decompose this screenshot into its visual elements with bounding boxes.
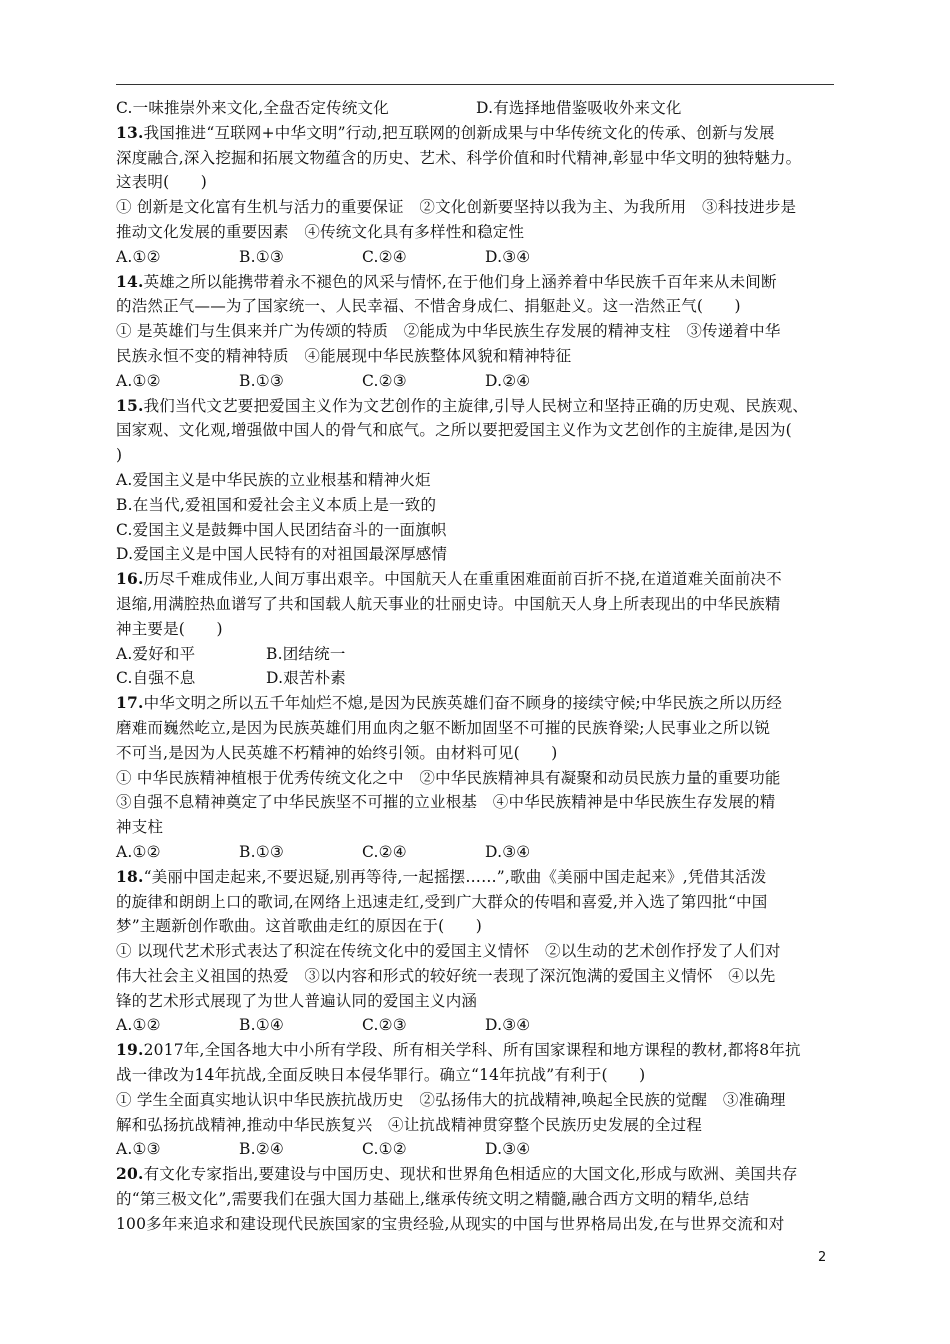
option-a: A.①② <box>116 842 161 861</box>
statement-line: ① 以现代艺术形式表达了积淀在传统文化中的爱国主义情怀 ②以生动的艺术创作抒发了人们对 <box>116 942 781 961</box>
answer-options <box>116 369 836 394</box>
statement-line: 推动文化发展的重要因素 ④传统文化具有多样性和稳定性 <box>116 222 525 241</box>
question-text: 梦”主题新创作歌曲。这首歌曲走红的原因在于( ) <box>116 917 483 936</box>
question-text: 退缩,用满腔热血谱写了共和国载人航天事业的壮丽史诗。中国航天人身上所表现出的中华民族精 <box>116 594 781 613</box>
option-d: D.③④ <box>485 1140 531 1159</box>
question-13 <box>116 121 836 270</box>
option-c: C.②③ <box>362 1016 407 1035</box>
option-d: D.③④ <box>485 247 531 266</box>
option-a: A.①③ <box>116 1140 161 1159</box>
option-c: C.①② <box>362 1140 407 1159</box>
question-text: 的“第三极文化”,需要我们在强大国力基础上,继承传统文明之精髓,融合西方文明的精华,总结 <box>116 1190 750 1209</box>
question-text: 100多年来追求和建设现代民族国家的宝贵经验,从现实的中国与世界格局出发,在与世界交流和对 <box>116 1214 785 1233</box>
option-b: B.①③ <box>239 247 284 266</box>
question-text: 2017年,全国各地大中小所有学段、所有相关学科、所有国家课程和地方课程的教材,都将8年抗 <box>143 1041 801 1060</box>
question-number: 14. <box>116 271 144 291</box>
statement-line: 锋的艺术形式展现了为世人普遍认同的爱国主义内涵 <box>116 991 478 1010</box>
option-c: C.爱国主义是鼓舞中国人民团结奋斗的一面旗帜 <box>116 520 447 539</box>
page-number: 2 <box>818 1250 827 1265</box>
question-text: ) <box>116 446 123 465</box>
option-d: D.艰苦朴素 <box>266 669 347 688</box>
statement-line: 解和弘扬抗战精神,推动中华民族复兴 ④让抗战精神贯穿整个民族历史发展的全过程 <box>116 1115 703 1134</box>
q12-options <box>116 96 836 121</box>
answer-options <box>116 1013 836 1038</box>
question-text: 深度融合,深入挖掘和拓展文物蕴含的历史、艺术、科学价值和时代精神,彰显中华文明的独特魅力。 <box>116 148 802 167</box>
statement-line: ① 中华民族精神植根于优秀传统文化之中 ②中华民族精神具有凝聚和动员民族力量的重要功能 <box>116 768 781 787</box>
answer-options-row-1 <box>116 642 836 667</box>
question-text: 战一律改为14年抗战,全面反映日本侵华罪行。确立“14年抗战”有利于( ) <box>116 1066 646 1085</box>
statement-line: 民族永恒不变的精神特质 ④能展现中华民族整体风貌和精神特征 <box>116 346 572 365</box>
question-text: 中华文明之所以五千年灿烂不熄,是因为民族英雄们奋不顾身的接续守候;中华民族之所以历经 <box>143 694 783 713</box>
statement-line: ① 是英雄们与生俱来并广为传颂的特质 ②能成为中华民族生存发展的精神支柱 ③传递着中华 <box>116 322 781 341</box>
question-text: 英雄之所以能携带着永不褪色的风采与情怀,在于他们身上涵养着中华民族千百年来从未间断 <box>143 272 777 291</box>
question-text: “美丽中国走起来,不要迟疑,别再等待,一起摇摆……”,歌曲《美丽中国走起来》,凭借其活泼 <box>143 867 767 886</box>
option-b: B.①③ <box>239 842 284 861</box>
option-b: B.①④ <box>239 1016 284 1035</box>
option-c: C.②③ <box>362 371 407 390</box>
question-17 <box>116 691 836 865</box>
question-text: 历尽千难成伟业,人间万事出艰辛。中国航天人在重重困难面前百折不挠,在道道难关面前决不 <box>143 570 782 589</box>
option-d: D.爱国主义是中国人民特有的对祖国最深厚感情 <box>116 545 448 564</box>
question-text: 的旋律和朗朗上口的歌词,在网络上迅速走红,受到广大群众的传唱和喜爱,并入选了第四批“中国 <box>116 892 768 911</box>
question-text: 磨难而巍然屹立,是因为民族英雄们用血肉之躯不断加固坚不可摧的民族脊梁;人民事业之所以锐 <box>116 718 771 737</box>
option-a: A.①② <box>116 371 161 390</box>
answer-options <box>116 245 836 270</box>
question-18 <box>116 865 836 1039</box>
option-b: B.在当代,爱祖国和爱社会主义本质上是一致的 <box>116 495 437 514</box>
question-text: 神主要是( ) <box>116 619 223 638</box>
answer-options <box>116 840 836 865</box>
option-c: C.自强不息 <box>116 669 196 688</box>
option-c: C.②④ <box>362 842 407 861</box>
statement-line: 伟大社会主义祖国的热爱 ③以内容和形式的较好统一表现了深沉饱满的爱国主义情怀 ④以先 <box>116 966 776 985</box>
q12-option-c: C.一味推崇外来文化,全盘否定传统文化 <box>116 99 389 117</box>
option-a: A.爱好和平 <box>116 644 196 663</box>
statement-line: ① 创新是文化富有生机与活力的重要保证 ②文化创新要坚持以我为主、为我所用 ③科技进步是 <box>116 198 797 217</box>
option-b: B.团结统一 <box>266 644 346 663</box>
question-number: 13. <box>116 122 144 142</box>
option-b: B.①③ <box>239 371 284 390</box>
question-16 <box>116 567 836 691</box>
question-text: 有文化专家指出,要建设与中国历史、现状和世界角色相适应的大国文化,形成与欧洲、美国共存 <box>143 1165 798 1184</box>
question-14 <box>116 270 836 394</box>
question-number: 20. <box>116 1164 144 1184</box>
answer-options <box>116 1137 836 1162</box>
question-number: 17. <box>116 693 144 713</box>
question-content <box>116 96 836 1237</box>
question-number: 16. <box>116 569 144 589</box>
question-19 <box>116 1038 836 1162</box>
q12-option-d: D.有选择地借鉴吸收外来文化 <box>476 99 682 117</box>
answer-options-row-2 <box>116 666 836 691</box>
option-b: B.②④ <box>239 1140 284 1159</box>
option-d: D.③④ <box>485 842 531 861</box>
option-d: D.②④ <box>485 371 531 390</box>
option-a: A.①② <box>116 1016 161 1035</box>
question-text: 国家观、文化观,增强做中国人的骨气和底气。之所以要把爱国主义作为文艺创作的主旋律,是因为( <box>116 421 792 440</box>
question-text: 我们当代文艺要把爱国主义作为文艺创作的主旋律,引导人民树立和坚持正确的历史观、民族观、 <box>143 396 809 415</box>
question-15 <box>116 394 836 568</box>
question-20 <box>116 1162 836 1236</box>
question-text: 不可当,是因为人民英雄不朽精神的始终引领。由材料可见( ) <box>116 743 558 762</box>
question-number: 19. <box>116 1040 144 1060</box>
option-d: D.③④ <box>485 1016 531 1035</box>
question-text: 我国推进“互联网+中华文明”行动,把互联网的创新成果与中华传统文化的传承、创新与发展 <box>143 123 775 142</box>
question-number: 18. <box>116 866 144 886</box>
option-a: A.①② <box>116 247 161 266</box>
statement-line: 神支柱 <box>116 818 164 837</box>
question-text: 这表明( ) <box>116 173 207 192</box>
statement-line: ③自强不息精神奠定了中华民族坚不可摧的立业根基 ④中华民族精神是中华民族生存发展的精 <box>116 793 776 812</box>
question-text: 的浩然正气——为了国家统一、人民幸福、不惜舍身成仁、捐躯赴义。这一浩然正气( ) <box>116 297 741 316</box>
option-a: A.爱国主义是中华民族的立业根基和精神火炬 <box>116 470 431 489</box>
option-c: C.②④ <box>362 247 407 266</box>
question-number: 15. <box>116 395 144 415</box>
header-rule <box>116 84 834 85</box>
statement-line: ① 学生全面真实地认识中华民族抗战历史 ②弘扬伟大的抗战精神,唤起全民族的觉醒 ③准确理 <box>116 1090 786 1109</box>
